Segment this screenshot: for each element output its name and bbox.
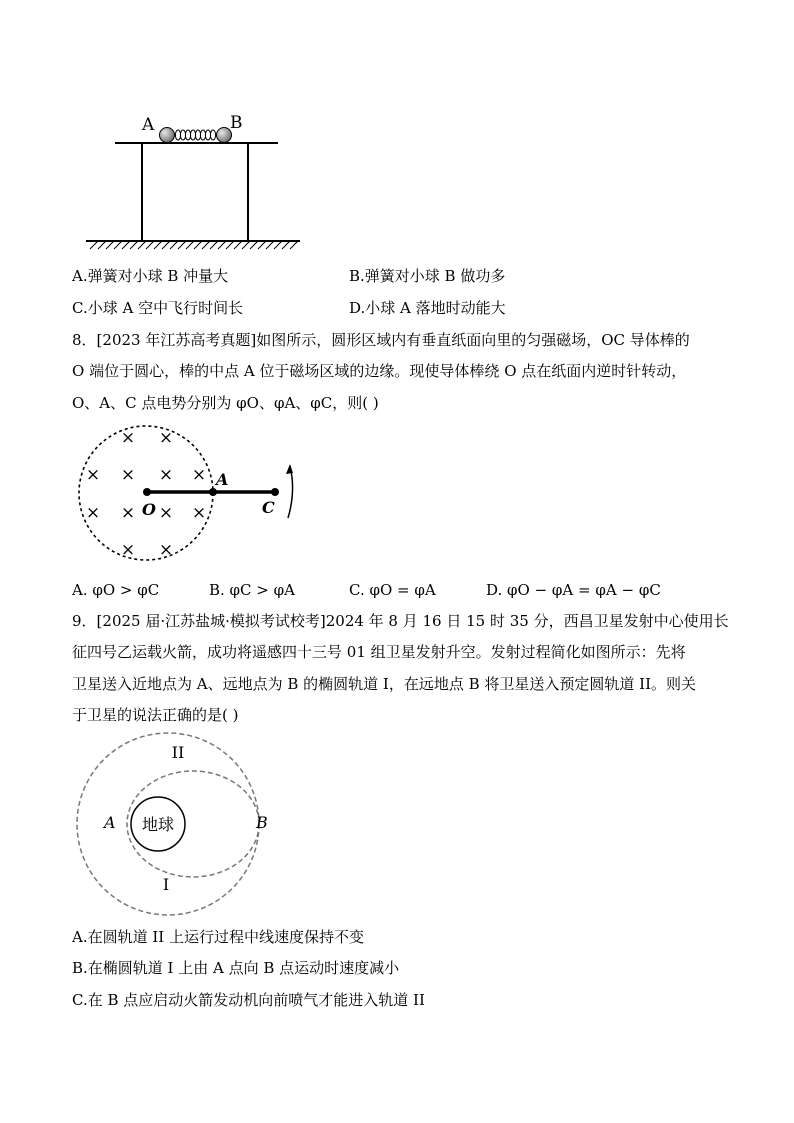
field-mark: ×	[120, 503, 136, 523]
q8-option-b: B. φC > φA	[209, 581, 295, 599]
q8-option-c: C. φO = φA	[349, 581, 436, 599]
q9-label-ii: II	[171, 743, 185, 762]
q9-figure	[74, 732, 294, 917]
field-mark: ×	[120, 428, 136, 448]
field-mark: ×	[85, 503, 101, 523]
q9-stem-line-4: 于卫星的说法正确的是( )	[72, 706, 239, 724]
q8-figure	[76, 426, 316, 566]
field-mark: ×	[158, 503, 174, 523]
q7-label-a: A	[142, 115, 155, 135]
q8-label-a: A	[216, 470, 229, 489]
q8-stem-line-2: O 端位于圆心，棒的中点 A 位于磁场区域的边缘。现使导体棒绕 O 点在纸面内逆时针转动，	[72, 362, 687, 380]
q7-option-a: A.弹簧对小球 B 冲量大	[72, 267, 229, 285]
q9-label-i: I	[162, 875, 170, 894]
q9-label-b: B	[256, 813, 268, 832]
q8-option-a: A. φO > φC	[72, 581, 160, 599]
field-mark: ×	[158, 428, 174, 448]
q9-stem-line-3: 卫星送入近地点为 A、远地点为 B 的椭圆轨道 I，在远地点 B 将卫星送入预定圆轨道 II。则关	[72, 675, 697, 693]
q9-option-b: B.在椭圆轨道 I 上由 A 点向 B 点运动时速度减小	[72, 959, 400, 977]
q7-label-b: B	[230, 113, 243, 133]
rotation-arrow	[288, 466, 293, 518]
q9-option-c: C.在 B 点应启动火箭发动机向前喷气才能进入轨道 II	[72, 991, 425, 1009]
q7-option-c: C.小球 A 空中飞行时间长	[72, 299, 244, 317]
q8-label-c: C	[262, 498, 275, 517]
q8-label-o: O	[142, 500, 156, 519]
q7-option-d: D.小球 A 落地时动能大	[349, 299, 506, 317]
q7-option-b: B.弹簧对小球 B 做功多	[349, 267, 506, 285]
field-mark: ×	[191, 503, 207, 523]
q9-option-a: A.在圆轨道 II 上运行过程中线速度保持不变	[72, 928, 364, 946]
field-mark: ×	[85, 465, 101, 485]
q8-option-d: D. φO − φA = φA − φC	[486, 581, 661, 599]
q9-stem-line-2: 征四号乙运载火箭，成功将遥感四十三号 01 组卫星发射升空。发射过程简化如图所示：先将	[72, 643, 686, 661]
q9-label-a: A	[104, 813, 116, 832]
field-mark: ×	[158, 465, 174, 485]
q8-stem-line-3: O、A、C 点电势分别为 φO、φA、φC，则( )	[72, 394, 379, 412]
q8-stem-line-1: 8．[2023 年江苏高考真题]如图所示，圆形区域内有垂直纸面向里的匀强磁场，OC 导体棒的	[72, 331, 690, 349]
q7-figure	[80, 108, 310, 253]
ball-a	[160, 128, 175, 143]
field-mark: ×	[120, 465, 136, 485]
field-mark: ×	[191, 465, 207, 485]
q9-stem-line-1: 9．[2025 届·江苏盐城·模拟考试校考]2024 年 8 月 16 日 15 时 35 分，西昌卫星发射中心使用长	[72, 612, 729, 630]
earth-label: 地球	[141, 815, 175, 834]
field-mark: ×	[158, 540, 174, 560]
field-mark: ×	[120, 540, 136, 560]
